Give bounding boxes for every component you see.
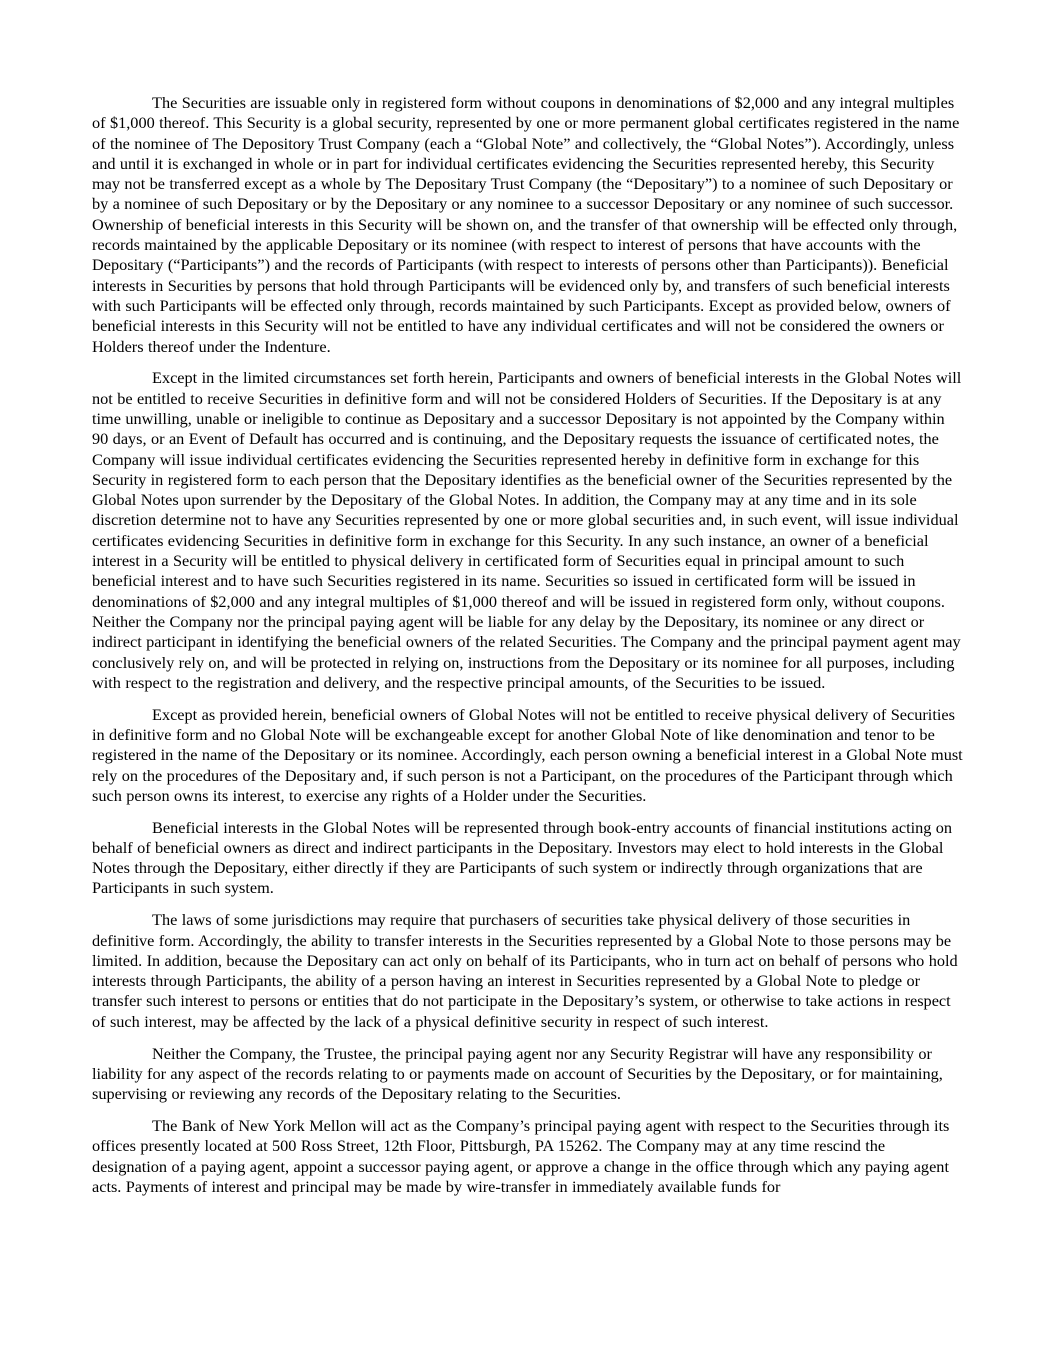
paragraph: Beneficial interests in the Global Notes will be represented through book-entry accounts of financial institutions acting on behalf of beneficial owners as direct and indirect participants in the Depositary. Investors may elect to hold interests in the Global Notes through the Depositary, either directly if they are Participants of such system or indirectly through organizations that are Participants in such system. xyxy=(92,817,953,898)
document-text-block xyxy=(92,93,964,1209)
paragraph: Except in the limited circumstances set forth herein, Participants and owners of beneficial interests in the Global Notes will not be entitled to receive Securities in definitive form and will not be considered Holders of Securities. If the Depositary is at any time unwilling, unable or ineligible to continue as Depositary and a successor Depositary is not appointed by the Company within 90 days, or an Event of Default has occurred and is continuing, and the Depositary requests the issuance of certificated notes, the Company will issue individual certificates evidencing the Securities represented hereby in definitive form in exchange for this Security in registered form to each person that the Depositary identifies as the beneficial owner of the Securities represented by the Global Notes upon surrender by the Depositary of the Global Notes. In addition, the Company may at any time and in its sole discretion determine not to have any Securities represented by one or more global securities and, in such event, will issue individual certificates evidencing Securities in definitive form in exchange for this Security. In any such instance, an owner of a beneficial interest in a Security will be entitled to physical delivery in certificated form of Securities equal in principal amount to such beneficial interest and to have such Securities registered in its name. Securities so issued in certificated form will be issued in denominations of $2,000 and any integral multiples of $1,000 thereof and will be issued in registered form only, without coupons. Neither the Company nor the principal paying agent will be liable for any delay by the Depositary, its nominee or any direct or indirect participant in identifying the beneficial owners of the related Securities. The Company and the principal payment agent may conclusively rely on, and will be protected in relying on, instructions from the Depositary or its nominee for all purposes, including with respect to the registration and delivery, and the respective principal amounts, of the Securities to be issued. xyxy=(92,368,962,692)
paragraph: The laws of some jurisdictions may require that purchasers of securities take physical delivery of those securities in definitive form. Accordingly, the ability to transfer interests in the Securities represented by a Global Note to those persons may be limited. In addition, because the Depositary can act only on behalf of its Participants, who in turn act on behalf of persons who hold interests through Participants, the ability of a person having an interest in Securities represented by a Global Note to pledge or transfer such interest to persons or entities that do not participate in the Depositary’s system, or otherwise to take actions in respect of such interest, may be affected by the lack of a physical definitive security in respect of such interest. xyxy=(92,910,958,1031)
paragraph: Neither the Company, the Trustee, the principal paying agent nor any Security Registrar will have any responsibility or liability for any aspect of the records relating to or payments made on account of Securities by the Depositary, or for maintaining, supervising or reviewing any records of the Depositary relating to the Securities. xyxy=(92,1043,943,1104)
paragraph: The Bank of New York Mellon will act as the Company’s principal paying agent with respect to the Securities through its offices presently located at 500 Ross Street, 12th Floor, Pittsburgh, PA 15262. The Company may at any time rescind the designation of a paying agent, appoint a successor paying agent, or approve a change in the office through which any paying agent acts. Payments of interest and principal may be made by wire-transfer in immediately available funds for xyxy=(92,1115,950,1196)
paragraph: The Securities are issuable only in registered form without coupons in denominations of $2,000 and any integral multiples of $1,000 thereof. This Security is a global security, represented by one or more permanent global certificates registered in the name of the nominee of The Depository Trust Company (each a “Global Note” and collectively, the “Global Notes”). Accordingly, unless and until it is exchanged in whole or in part for individual certificates evidencing the Securities represented hereby, this Security may not be transferred except as a whole by The Depositary Trust Company (the “Depositary”) to a nominee of such Depositary or by a nominee of such Depositary or by the Depositary or any nominee to a successor Depositary or any nominee of such successor. Ownership of beneficial interests in this Security will be shown on, and the transfer of that ownership will be effected only through, records maintained by the applicable Depositary or its nominee (with respect to interest of persons that have accounts with the Depositary (“Participants”) and the records of Participants (with respect to interests of persons other than Participants)). Beneficial interests in Securities by persons that hold through Participants will be evidenced only by, and transfers of such beneficial interests with such Participants will be effected only through, records maintained by such Participants. Except as provided below, owners of beneficial interests in this Security will not be entitled to have any individual certificates and will not be considered the owners or Holders thereof under the Indenture. xyxy=(92,93,960,356)
paragraph: Except as provided herein, beneficial owners of Global Notes will not be entitled to receive physical delivery of Securities in definitive form and no Global Note will be exchangeable except for another Global Note of like denomination and tenor to be registered in the name of the Depositary or its nominee. Accordingly, each person owning a beneficial interest in a Global Note must rely on the procedures of the Depositary and, if such person is not a Participant, on the procedures of the Participant through which such person owns its interest, to exercise any rights of a Holder under the Securities. xyxy=(92,704,963,805)
